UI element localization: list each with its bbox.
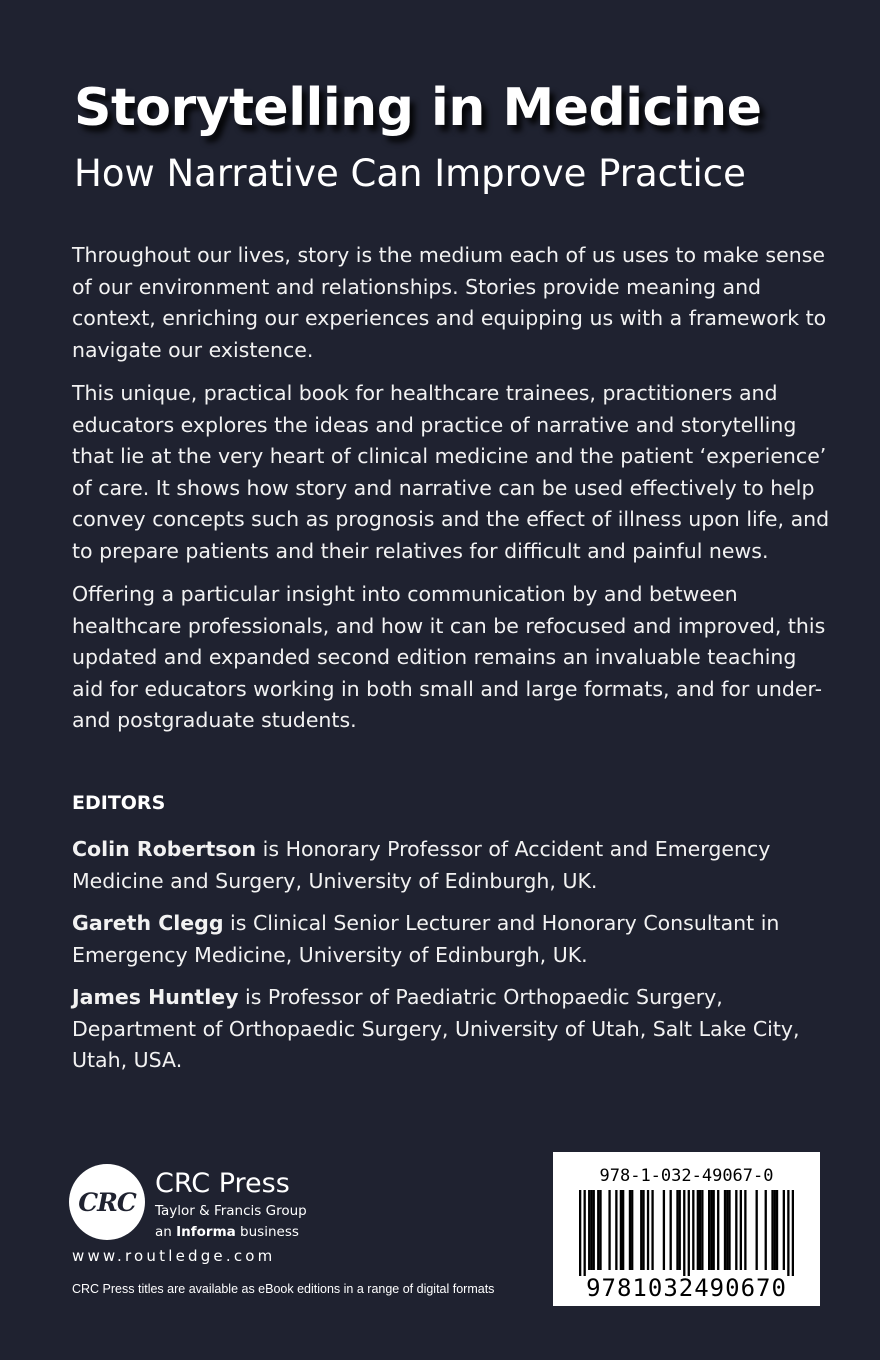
barcode-bar (647, 1190, 649, 1270)
description-paragraph-3: Offering a particular insight into communication by and between healthcare professionals, and how it can be refocused and improved, this updated and expanded second edition remains an invaluable teaching aid for educators working in both small and large formats, and for under- and postgraduate students. (72, 582, 826, 732)
barcode-bar (629, 1190, 631, 1270)
barcode-bar (663, 1190, 665, 1270)
crc-logo (69, 1164, 145, 1240)
editors-heading: EDITORS (72, 792, 166, 814)
editor-entry (72, 834, 832, 897)
barcode-bar (670, 1190, 672, 1270)
business-suffix: business (235, 1224, 299, 1240)
barcode-bar (792, 1190, 794, 1276)
barcode-bar (640, 1190, 642, 1270)
barcode-bar (676, 1190, 678, 1270)
barcode-bar (728, 1190, 730, 1270)
description-paragraph-2: This unique, practical book for healthcare trainees, practitioners and educators explores the ideas and practice of narrative and storytelling that lie at the very heart of clinical medicine and the patient ‘experience’ of care. It shows how story and narrative can be used effectively to help convey concepts such as prognosis and the effect of illness upon life, and to prepare patients and their relatives for difficult and painful news. (72, 381, 830, 563)
barcode-bar (692, 1190, 694, 1270)
barcode-bar (710, 1190, 712, 1270)
barcode-bar (579, 1190, 581, 1276)
barcode-bar (724, 1190, 726, 1270)
barcode-bar (608, 1190, 610, 1270)
barcode-bar (708, 1190, 710, 1270)
business-brand: Informa (176, 1224, 236, 1240)
barcode-bar (620, 1190, 622, 1270)
barcode-bar (651, 1190, 653, 1270)
barcode-bar (588, 1190, 590, 1270)
editor-entry (72, 908, 832, 971)
description-paragraph-1: Throughout our lives, story is the medium each of us uses to make sense of our environment and relationships. Stories provide meaning and context, enriching our experiences and equipping us with a framework to navigate our existence. (72, 243, 827, 362)
barcode-bar (735, 1190, 737, 1270)
barcode-bar (590, 1190, 592, 1270)
barcode-bar (783, 1190, 785, 1270)
barcode-bar (740, 1190, 742, 1270)
editor-name: Colin Robertson (72, 837, 257, 861)
barcode-bar (726, 1190, 728, 1270)
barcode-bars (579, 1190, 794, 1276)
editor-name: James Huntley (72, 985, 239, 1009)
editor-name: Gareth Clegg (72, 911, 224, 935)
barcode-bar (744, 1190, 746, 1270)
crc-logo-text: CRC (78, 1187, 136, 1217)
barcode-bar (765, 1190, 767, 1270)
business-prefix: an (155, 1224, 177, 1240)
barcode-bar (771, 1190, 773, 1270)
publisher-group: Taylor & Francis Group (155, 1203, 307, 1219)
barcode-bar (597, 1190, 599, 1270)
barcode-bar (615, 1190, 617, 1270)
barcode-bar (713, 1190, 715, 1270)
barcode-bar (584, 1190, 586, 1276)
isbn-number: 978-1-032-49067-0 (599, 1166, 774, 1186)
barcode-bar (774, 1190, 776, 1270)
isbn-barcode (553, 1152, 820, 1306)
barcode-bar (679, 1190, 681, 1270)
barcode-bar (688, 1190, 690, 1276)
barcode-bar (699, 1190, 701, 1270)
editor-entry (72, 982, 832, 1077)
editor-bio: is Honorary Professor of Accident and Emergency Medicine and Surgery, University of Edinburgh, UK. (72, 837, 771, 893)
editors-list (72, 834, 832, 1088)
barcode-bar (622, 1190, 624, 1270)
editor-bio: is Clinical Senior Lecturer and Honorary Consultant in Emergency Medicine, University of Edinburgh, UK. (72, 911, 780, 967)
editor-bio: is Professor of Paediatric Orthopaedic Surgery, Department of Orthopaedic Surgery, University of Utah, Salt Lake City, Utah, USA. (72, 985, 800, 1072)
barcode-bar (599, 1190, 601, 1270)
barcode-bar (787, 1190, 789, 1276)
publisher-business (155, 1224, 299, 1240)
barcode-bar (701, 1190, 703, 1270)
barcode-bar (683, 1190, 685, 1276)
publisher-website[interactable]: www.routledge.com (72, 1247, 276, 1265)
ean-number: 9781032490670 (586, 1274, 787, 1302)
publisher-name: CRC Press (155, 1168, 290, 1199)
book-title: Storytelling in Medicine (74, 78, 762, 138)
barcode-bar (593, 1190, 595, 1270)
barcode-bar (756, 1190, 758, 1270)
barcode-bar (697, 1190, 699, 1270)
ebook-note: CRC Press titles are available as eBook editions in a range of digital formats (72, 1282, 495, 1296)
barcode-bar (642, 1190, 644, 1270)
barcode-bar (776, 1190, 778, 1270)
book-description (72, 240, 832, 749)
barcode-bar (717, 1190, 719, 1270)
book-subtitle: How Narrative Can Improve Practice (74, 152, 746, 195)
barcode-bar (631, 1190, 633, 1270)
